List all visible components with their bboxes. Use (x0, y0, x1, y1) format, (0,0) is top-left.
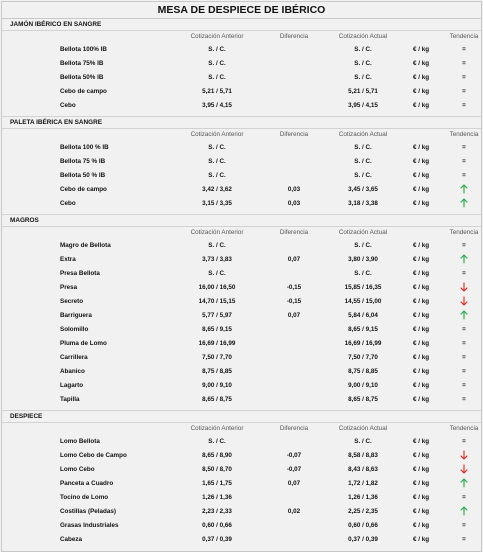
product-name: Tapilla (60, 396, 80, 403)
previous-quote: S. / C. (208, 438, 226, 445)
column-header-row (2, 129, 481, 141)
arrow-down-icon (442, 295, 483, 309)
table-row (2, 295, 481, 309)
unit: € / kg (412, 298, 430, 305)
trend-equal: = (462, 382, 466, 389)
current-quote: 8,43 / 8,63 (348, 466, 378, 473)
table-row (2, 155, 481, 169)
table-row (2, 85, 481, 99)
current-quote: S. / C. (354, 74, 372, 81)
header-trend: Tendencia (449, 425, 479, 432)
header-current-quote: Cotización Actual (338, 425, 388, 432)
table-row (2, 393, 481, 407)
previous-quote: 5,21 / 5,71 (202, 88, 232, 95)
unit: € / kg (412, 438, 430, 445)
current-quote: 15,85 / 16,35 (344, 284, 382, 291)
product-name: Bellota 75 % IB (60, 158, 106, 165)
product-name: Cebo (60, 102, 76, 109)
header-current-quote: Cotización Actual (338, 33, 388, 40)
previous-quote: S. / C. (208, 74, 226, 81)
table-row (2, 449, 481, 463)
column-header-row (2, 31, 481, 43)
current-quote: 0,60 / 0,66 (348, 522, 378, 529)
trend-equal: = (462, 144, 466, 151)
unit: € / kg (412, 186, 430, 193)
unit: € / kg (412, 326, 430, 333)
current-quote: 1,72 / 1,82 (348, 480, 378, 487)
table-row (2, 99, 481, 113)
product-name: Carrillera (60, 354, 88, 361)
header-prev-quote: Cotización Anterior (190, 229, 244, 236)
section-title: PALETA IBÉRICA EN SANGRE (10, 119, 102, 126)
product-name: Lomo Cebo (60, 466, 95, 473)
unit: € / kg (412, 242, 430, 249)
difference: -0,07 (286, 452, 302, 459)
unit: € / kg (412, 158, 430, 165)
previous-quote: 8,65 / 9,15 (202, 326, 232, 333)
table-row (2, 491, 481, 505)
trend-equal: = (462, 396, 466, 403)
difference: 0,07 (287, 256, 301, 263)
table-row (2, 71, 481, 85)
product-name: Bellota 50 % IB (60, 172, 106, 179)
table-row (2, 183, 481, 197)
arrow-up-icon (442, 197, 483, 211)
trend-equal: = (462, 340, 466, 347)
unit: € / kg (412, 46, 430, 53)
arrow-down-icon (442, 281, 483, 295)
previous-quote: 3,73 / 3,83 (202, 256, 232, 263)
current-quote: 9,00 / 9,10 (348, 382, 378, 389)
arrow-down-icon (442, 449, 483, 463)
current-quote: 2,25 / 2,35 (348, 508, 378, 515)
current-quote: S. / C. (354, 46, 372, 53)
product-name: Lomo Bellota (60, 438, 100, 445)
arrow-up-icon (442, 309, 483, 323)
header-prev-quote: Cotización Anterior (190, 33, 244, 40)
difference: 0,07 (287, 480, 301, 487)
previous-quote: S. / C. (208, 158, 226, 165)
arrow-up-icon (442, 253, 483, 267)
previous-quote: 3,15 / 3,35 (202, 200, 232, 207)
previous-quote: 0,37 / 0,39 (202, 536, 232, 543)
difference: 0,03 (287, 186, 301, 193)
previous-quote: 3,95 / 4,15 (202, 102, 232, 109)
previous-quote: 8,65 / 8,90 (202, 452, 232, 459)
product-name: Lomo Cebo de Campo (60, 452, 127, 459)
previous-quote: 9,00 / 9,10 (202, 382, 232, 389)
unit: € / kg (412, 466, 430, 473)
current-quote: 8,65 / 8,75 (348, 396, 378, 403)
unit: € / kg (412, 382, 430, 389)
product-name: Abanico (60, 368, 85, 375)
header-trend: Tendencia (449, 131, 479, 138)
difference: 0,07 (287, 312, 301, 319)
product-name: Presa (60, 284, 78, 291)
current-quote: 7,50 / 7,70 (348, 354, 378, 361)
current-quote: 5,84 / 6,04 (348, 312, 378, 319)
current-quote: S. / C. (354, 438, 372, 445)
header-prev-quote: Cotización Anterior (190, 131, 244, 138)
table-row (2, 239, 481, 253)
product-name: Bellota 100% IB (60, 46, 107, 53)
product-name: Cebo de campo (60, 186, 107, 193)
header-difference: Diferencia (279, 425, 309, 432)
previous-quote: S. / C. (208, 60, 226, 67)
trend-equal: = (462, 522, 466, 529)
current-quote: 14,55 / 15,00 (344, 298, 382, 305)
table-row (2, 435, 481, 449)
current-quote: 16,69 / 16,99 (344, 340, 382, 347)
unit: € / kg (412, 452, 430, 459)
current-quote: S. / C. (354, 144, 372, 151)
product-name: Solomillo (60, 326, 89, 333)
unit: € / kg (412, 340, 430, 347)
difference: -0,07 (286, 466, 302, 473)
header-current-quote: Cotización Actual (338, 229, 388, 236)
trend-equal: = (462, 270, 466, 277)
page-title: MESA DE DESPIECE DE IBÉRICO (2, 2, 481, 19)
product-name: Pluma de Lomo (60, 340, 107, 347)
unit: € / kg (412, 60, 430, 67)
unit: € / kg (412, 368, 430, 375)
header-difference: Diferencia (279, 131, 309, 138)
table-row (2, 533, 481, 547)
table-row (2, 519, 481, 533)
arrow-down-icon (442, 463, 483, 477)
unit: € / kg (412, 74, 430, 81)
current-quote: 8,75 / 8,85 (348, 368, 378, 375)
product-name: Lagarto (60, 382, 84, 389)
unit: € / kg (412, 144, 430, 151)
current-quote: 8,65 / 9,15 (348, 326, 378, 333)
table-row (2, 337, 481, 351)
previous-quote: S. / C. (208, 242, 226, 249)
header-current-quote: Cotización Actual (338, 131, 388, 138)
column-header-row (2, 423, 481, 435)
unit: € / kg (412, 172, 430, 179)
current-quote: S. / C. (354, 242, 372, 249)
trend-equal: = (462, 368, 466, 375)
current-quote: S. / C. (354, 270, 372, 277)
current-quote: 3,95 / 4,15 (348, 102, 378, 109)
previous-quote: 3,42 / 3,62 (202, 186, 232, 193)
table-row (2, 57, 481, 71)
product-name: Panceta a Cuadro (60, 480, 114, 487)
product-name: Secreto (60, 298, 84, 305)
table-row (2, 197, 481, 211)
unit: € / kg (412, 284, 430, 291)
unit: € / kg (412, 494, 430, 501)
table-row (2, 323, 481, 337)
previous-quote: 16,00 / 16,50 (198, 284, 236, 291)
section-title: DESPIECE (10, 413, 43, 420)
table-row (2, 379, 481, 393)
table-row (2, 505, 481, 519)
product-name: Bellota 50% IB (60, 74, 104, 81)
section-title: MAGROS (10, 217, 39, 224)
previous-quote: 7,50 / 7,70 (202, 354, 232, 361)
previous-quote: 8,50 / 8,70 (202, 466, 232, 473)
trend-equal: = (462, 326, 466, 333)
table-row (2, 477, 481, 491)
previous-quote: 5,77 / 5,97 (202, 312, 232, 319)
difference: 0,02 (287, 508, 301, 515)
table-row (2, 253, 481, 267)
product-name: Bellota 100 % IB (60, 144, 109, 151)
product-name: Presa Bellota (60, 270, 100, 277)
previous-quote: 2,23 / 2,33 (202, 508, 232, 515)
trend-equal: = (462, 172, 466, 179)
previous-quote: 14,70 / 15,15 (198, 298, 236, 305)
unit: € / kg (412, 522, 430, 529)
unit: € / kg (412, 354, 430, 361)
header-difference: Diferencia (279, 33, 309, 40)
unit: € / kg (412, 508, 430, 515)
unit: € / kg (412, 312, 430, 319)
product-name: Barriguera (60, 312, 92, 319)
previous-quote: 1,26 / 1,36 (202, 494, 232, 501)
table-row (2, 169, 481, 183)
column-header-row (2, 227, 481, 239)
table-row (2, 309, 481, 323)
trend-equal: = (462, 74, 466, 81)
current-quote: 0,37 / 0,39 (348, 536, 378, 543)
table-row (2, 43, 481, 57)
trend-equal: = (462, 494, 466, 501)
current-quote: 8,58 / 8,83 (348, 452, 378, 459)
unit: € / kg (412, 88, 430, 95)
trend-equal: = (462, 438, 466, 445)
current-quote: 3,80 / 3,90 (348, 256, 378, 263)
header-trend: Tendencia (449, 229, 479, 236)
unit: € / kg (412, 102, 430, 109)
table-row (2, 267, 481, 281)
price-board (1, 1, 482, 552)
current-quote: 1,26 / 1,36 (348, 494, 378, 501)
current-quote: S. / C. (354, 60, 372, 67)
current-quote: S. / C. (354, 172, 372, 179)
trend-equal: = (462, 102, 466, 109)
product-name: Tocino de Lomo (60, 494, 109, 501)
section-title: JAMÓN IBÉRICO EN SANGRE (10, 21, 102, 28)
previous-quote: S. / C. (208, 172, 226, 179)
difference: -0,15 (286, 284, 302, 291)
previous-quote: 8,65 / 8,75 (202, 396, 232, 403)
trend-equal: = (462, 536, 466, 543)
header-prev-quote: Cotización Anterior (190, 425, 244, 432)
table-row (2, 281, 481, 295)
unit: € / kg (412, 256, 430, 263)
trend-equal: = (462, 60, 466, 67)
previous-quote: 0,60 / 0,66 (202, 522, 232, 529)
product-name: Costillas (Peladas) (60, 508, 116, 515)
sections-container (2, 19, 481, 547)
arrow-up-icon (442, 477, 483, 491)
unit: € / kg (412, 200, 430, 207)
product-name: Cebo (60, 200, 76, 207)
unit: € / kg (412, 480, 430, 487)
previous-quote: S. / C. (208, 46, 226, 53)
previous-quote: S. / C. (208, 144, 226, 151)
header-trend: Tendencia (449, 33, 479, 40)
difference: -0,15 (286, 298, 302, 305)
trend-equal: = (462, 354, 466, 361)
arrow-up-icon (442, 183, 483, 197)
trend-equal: = (462, 46, 466, 53)
arrow-up-icon (442, 505, 483, 519)
previous-quote: S. / C. (208, 270, 226, 277)
trend-equal: = (462, 88, 466, 95)
trend-equal: = (462, 242, 466, 249)
product-name: Cebo de campo (60, 88, 107, 95)
table-row (2, 141, 481, 155)
product-name: Cabeza (60, 536, 83, 543)
current-quote: S. / C. (354, 158, 372, 165)
header-difference: Diferencia (279, 229, 309, 236)
current-quote: 3,45 / 3,65 (348, 186, 378, 193)
table-row (2, 351, 481, 365)
product-name: Bellota 75% IB (60, 60, 104, 67)
unit: € / kg (412, 536, 430, 543)
difference: 0,03 (287, 200, 301, 207)
table-row (2, 365, 481, 379)
current-quote: 3,18 / 3,38 (348, 200, 378, 207)
product-name: Magro de Bellota (60, 242, 111, 249)
unit: € / kg (412, 270, 430, 277)
unit: € / kg (412, 396, 430, 403)
previous-quote: 1,65 / 1,75 (202, 480, 232, 487)
previous-quote: 8,75 / 8,85 (202, 368, 232, 375)
current-quote: 5,21 / 5,71 (348, 88, 378, 95)
product-name: Extra (60, 256, 76, 263)
table-row (2, 463, 481, 477)
previous-quote: 16,69 / 16,99 (198, 340, 236, 347)
product-name: Grasas Industriales (60, 522, 119, 529)
trend-equal: = (462, 158, 466, 165)
